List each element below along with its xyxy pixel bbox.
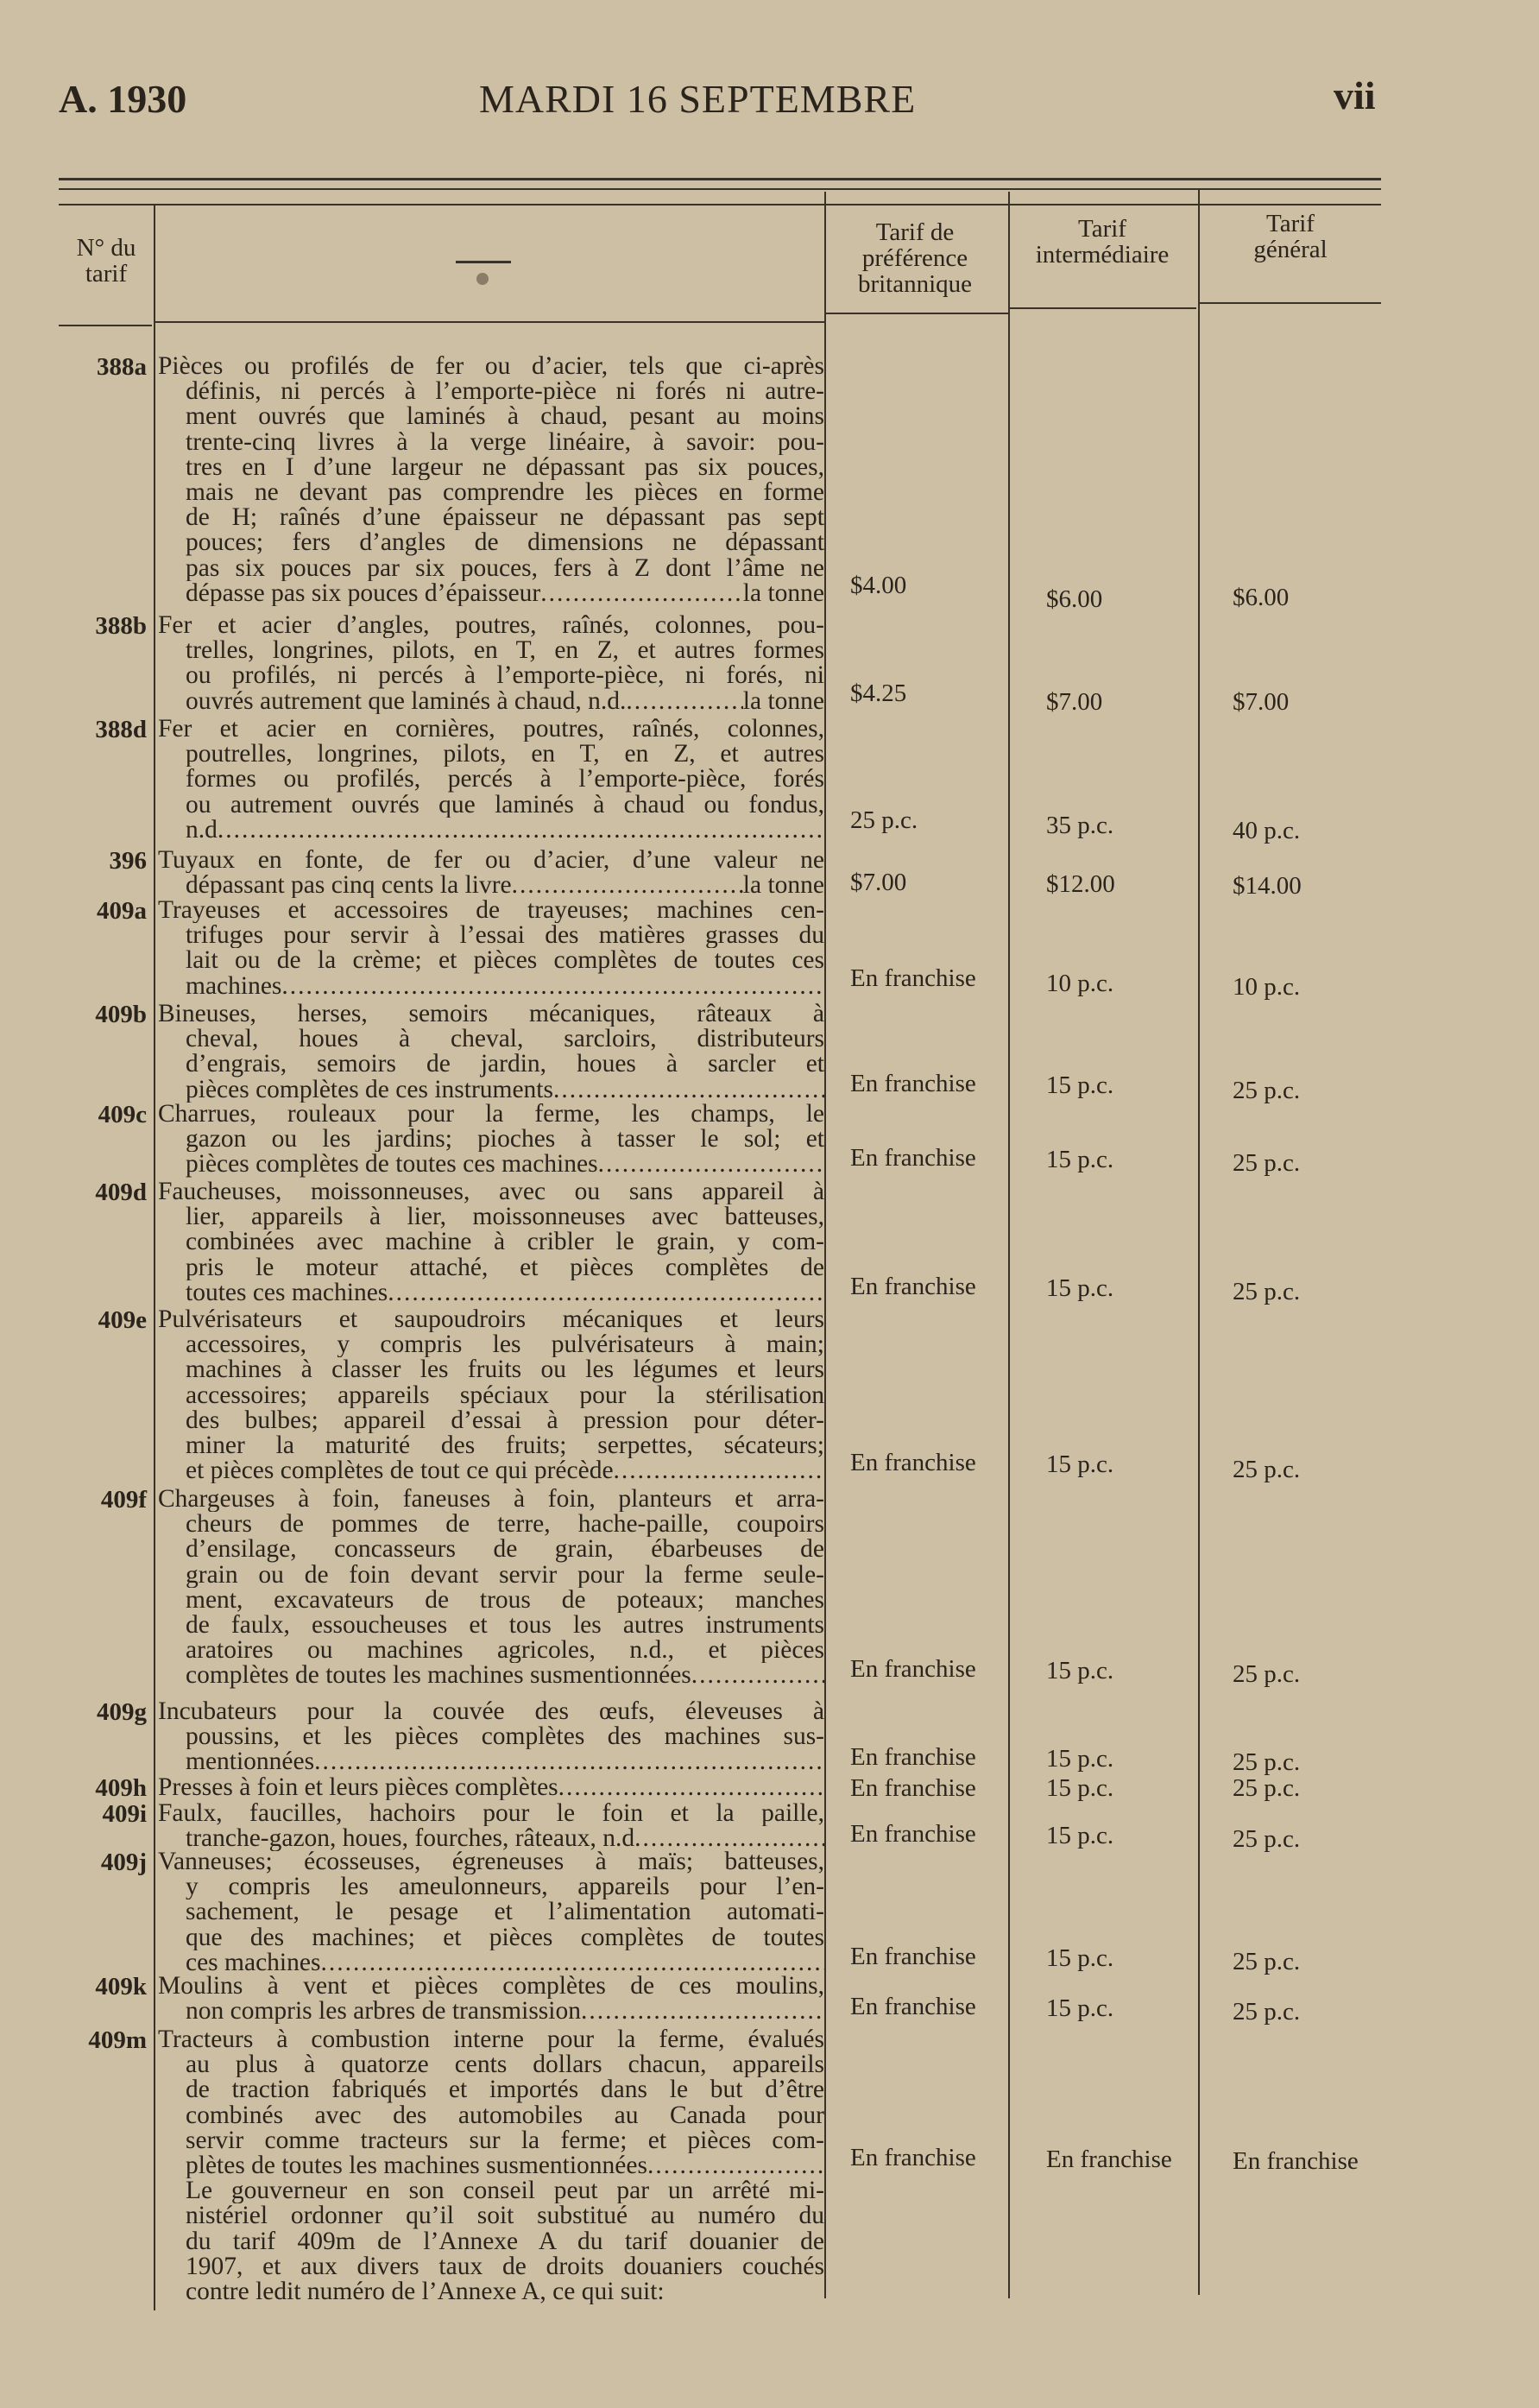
rate-general: 25 p.c. xyxy=(1233,1825,1301,1854)
description-line: que des machines; et pièces complètes de toutes xyxy=(186,1925,824,1950)
description-last-line xyxy=(158,1775,824,1800)
col-british xyxy=(824,219,1006,297)
description-line: cheurs de pommes de terre, hache-paille, coupoirs xyxy=(186,1512,824,1538)
col-british-line: britannique xyxy=(857,270,973,298)
rate-general: 25 p.c. xyxy=(1233,1660,1301,1689)
top-rule-2 xyxy=(59,188,1381,190)
column-divider xyxy=(154,204,155,2310)
description-line: lier, appareils à lier, moissonneuses avec batteuses, xyxy=(186,1204,824,1230)
description-line: pris le moteur attaché, et pièces complètes de xyxy=(186,1255,824,1280)
leader-dots xyxy=(598,1152,824,1177)
header-bottom-rule xyxy=(59,325,152,326)
footnote-line: 1907, et aux divers taux de droits douaniers couchés xyxy=(186,2253,824,2279)
rate-british: 25 p.c. xyxy=(850,806,918,834)
leader-dots xyxy=(553,1078,824,1103)
description-line: Fer et acier d’angles, poutres, raînés, colonnes, pou- xyxy=(158,613,824,639)
rate-intermediate: 15 p.c. xyxy=(1046,1450,1114,1479)
description-line: plètes de toutes les machines susmentionnées xyxy=(186,2153,647,2179)
rate-general: En franchise xyxy=(1233,2147,1359,2175)
col-general xyxy=(1200,211,1381,262)
rate-general: $7.00 xyxy=(1233,687,1290,716)
tariff-number: 388b xyxy=(95,612,147,640)
description-line: trente-cinq livres à la verge linéaire, à savoir: pou- xyxy=(186,429,824,455)
rate-intermediate: 15 p.c. xyxy=(1046,1822,1114,1850)
rate-intermediate: 15 p.c. xyxy=(1046,1146,1114,1174)
rate-general: 25 p.c. xyxy=(1233,1947,1301,1975)
description-line: accessoires; appareils spéciaux pour la stérilisation xyxy=(186,1382,824,1408)
rate-general: 25 p.c. xyxy=(1233,1456,1301,1484)
description-line: d’ensilage, concasseurs de grain, ébarbeuses de xyxy=(186,1537,824,1563)
column-divider xyxy=(824,192,826,2298)
description-line: au plus à quatorze cents dollars chacun, appareils xyxy=(186,2052,824,2078)
rate-general: 25 p.c. xyxy=(1233,1076,1301,1104)
description-line: Charrues, rouleaux pour la ferme, les champs, le xyxy=(158,1102,824,1128)
description-line: accessoires, y compris les pulvérisateurs à main; xyxy=(186,1332,824,1358)
description-line: miner la maturité des fruits; serpettes, sécateurs; xyxy=(186,1433,824,1459)
rate-british: $4.25 xyxy=(850,679,907,707)
column-divider xyxy=(1008,192,1010,2298)
description-line: de faulx, essoucheuses et tous les autres instruments xyxy=(186,1613,824,1639)
description-dash xyxy=(456,261,511,263)
description-line: tranche-gazon, houes, fourches, râteaux, n.d xyxy=(186,1826,635,1852)
description-line: machines xyxy=(186,973,282,999)
tariff-description xyxy=(158,1699,824,1775)
year-label: A. 1930 xyxy=(59,77,187,121)
rate-general: 25 p.c. xyxy=(1233,1774,1301,1802)
tariff-description xyxy=(158,613,824,714)
tariff-description xyxy=(158,1002,824,1103)
description-last-line xyxy=(158,581,824,606)
description-line: pièces complètes de ces instruments xyxy=(186,1077,553,1103)
description-line: définis, ni percés à l’emporte-pièce ni forés ni autre- xyxy=(186,379,824,405)
description-line: Incubateurs pour la couvée des œufs, éleveuses à xyxy=(158,1699,824,1725)
description-line: non compris les arbres de transmission xyxy=(186,1999,581,2025)
description-line: Pulvérisateurs et saupoudroirs mécaniques et leurs xyxy=(158,1307,824,1333)
description-last-line xyxy=(158,689,824,714)
tariff-description xyxy=(158,1102,824,1178)
rate-british: En franchise xyxy=(850,1743,976,1772)
rate-intermediate: 15 p.c. xyxy=(1046,1774,1114,1802)
rate-british: En franchise xyxy=(850,1774,976,1802)
tariff-number: 409k xyxy=(95,1973,147,2000)
description-line: d’engrais, semoirs de jardin, houes à sarcler et xyxy=(186,1052,824,1078)
rate-british: $7.00 xyxy=(850,869,907,897)
rate-british: En franchise xyxy=(850,1655,976,1684)
rate-intermediate: 10 p.c. xyxy=(1046,969,1114,997)
col-intermediate-line: intermédiaire xyxy=(1035,241,1170,269)
description-line: gazon ou les jardins; pioches à tasser le sol; et xyxy=(186,1127,824,1153)
rate-intermediate: $6.00 xyxy=(1046,585,1103,613)
description-line: mais ne devant pas comprendre les pièces en forme xyxy=(186,480,824,506)
header-bottom-rule xyxy=(824,313,1008,314)
header-bottom-rule xyxy=(155,321,824,323)
rate-intermediate: 15 p.c. xyxy=(1046,1745,1114,1773)
description-line: formes ou profilés, percés à l’emporte-pièce, forés xyxy=(186,767,824,793)
tariff-number: 409f xyxy=(100,1486,147,1514)
tariff-description xyxy=(158,898,824,999)
col-intermediate-line: Tarif xyxy=(1078,215,1126,243)
description-line: lait ou de la crème; et pièces complètes de toutes ces xyxy=(186,948,824,974)
rate-intermediate: 35 p.c. xyxy=(1046,811,1114,839)
tariff-description xyxy=(158,1487,824,1689)
footnote-line: Le gouverneur en son conseil peut par un arrêté mi- xyxy=(186,2178,824,2204)
rate-intermediate: 15 p.c. xyxy=(1046,1943,1114,1972)
description-last-line xyxy=(158,1078,824,1103)
col-british-line: préférence xyxy=(861,244,968,272)
tariff-number: 409j xyxy=(100,1849,147,1876)
leader-dots xyxy=(647,2153,824,2178)
description-line: machines à classer les fruits ou les légumes et leurs xyxy=(186,1357,824,1383)
description-line: grain ou de foin devant servir pour la ferme seule- xyxy=(186,1562,824,1588)
tariff-description xyxy=(158,354,824,606)
description-last-line xyxy=(158,1749,824,1774)
tariff-number: 409a xyxy=(97,897,147,925)
description-last-line xyxy=(158,1950,824,1975)
description-line: ment ouvrés que laminés à chaud, pesant au moins xyxy=(186,404,824,430)
description-line: Faucheuses, moissonneuses, avec ou sans appareil à xyxy=(158,1179,824,1205)
rate-intermediate: $12.00 xyxy=(1046,870,1115,899)
tariff-number: 409h xyxy=(95,1774,147,1802)
description-line: Tuyaux en fonte, de fer ou d’acier, d’une valeur ne xyxy=(158,848,824,874)
leader-dots xyxy=(581,1999,824,2024)
description-last-line xyxy=(158,1458,824,1483)
description-line: Moulins à vent et pièces complètes de ces moulins, xyxy=(158,1974,824,2000)
description-line: Fer et acier en cornières, poutres, raînés, colonnes, xyxy=(158,717,824,743)
leader-dots xyxy=(281,974,824,999)
description-last-line xyxy=(158,1999,824,2024)
rate-intermediate: 15 p.c. xyxy=(1046,1274,1114,1302)
description-line: trelles, longrines, pilots, en T, en Z, et autres formes xyxy=(186,638,824,664)
rate-intermediate: 15 p.c. xyxy=(1046,1657,1114,1685)
description-line: poussins, et les pièces complètes des machines sus- xyxy=(186,1724,824,1750)
unit-label: la tonne xyxy=(742,580,824,607)
tariff-number: 409b xyxy=(95,1001,147,1028)
tariff-number: 388d xyxy=(95,716,147,743)
rate-british: En franchise xyxy=(850,1820,976,1849)
rate-general: $6.00 xyxy=(1233,583,1290,611)
leader-dots xyxy=(626,689,742,714)
tariff-number: 388a xyxy=(97,353,147,381)
header-bottom-rule xyxy=(1008,307,1196,309)
footnote xyxy=(158,2178,824,2304)
leader-dots xyxy=(218,818,824,843)
tariff-description xyxy=(158,2027,824,2178)
tariff-description xyxy=(158,848,824,898)
rate-general: $14.00 xyxy=(1233,872,1302,901)
leader-dots xyxy=(634,1826,824,1851)
col-intermediate xyxy=(1008,216,1196,268)
rate-intermediate: 15 p.c. xyxy=(1046,1994,1114,2023)
description-line: ment, excavateurs de trous de poteaux; manches xyxy=(186,1587,824,1614)
description-line: toutes ces machines xyxy=(186,1280,388,1306)
rate-british: $4.00 xyxy=(850,571,907,599)
description-line: Tracteurs à combustion interne pour la ferme, évalués xyxy=(158,2027,824,2053)
unit-label: la tonne xyxy=(742,688,824,714)
rate-general: 10 p.c. xyxy=(1233,972,1301,1001)
footnote-line: nistériel ordonner qu’il soit substitué au numéro du xyxy=(186,2203,824,2229)
description-line: complètes de toutes les machines susmentionnées xyxy=(186,1663,691,1689)
description-line: cheval, houes à cheval, sarcloirs, distributeurs xyxy=(186,1027,824,1052)
description-line: mentionnées xyxy=(186,1749,315,1775)
description-line: ouvrés autrement que laminés à chaud, n.d. xyxy=(186,688,627,714)
description-line: combinées avec machine à cribler le grain, y com- xyxy=(186,1229,824,1255)
description-line: poutrelles, longrines, pilots, en T, en Z, et autres xyxy=(186,742,824,768)
page-title: MARDI 16 SEPTEMBRE xyxy=(479,77,917,121)
leader-dots xyxy=(512,873,743,898)
description-last-line xyxy=(158,1826,824,1851)
rate-intermediate: En franchise xyxy=(1046,2146,1172,2173)
leader-dots xyxy=(314,1749,824,1774)
description-line: ou autrement ouvrés que laminés à chaud ou fondus, xyxy=(186,792,824,818)
col-tariff-no-line: N° du xyxy=(76,234,136,262)
footnote-line: contre ledit numéro de l’Annexe A, ce qui suit: xyxy=(186,2279,665,2305)
description-line: dépasse pas six pouces d’épaisseur xyxy=(186,580,541,607)
description-line: pas six pouces par six pouces, fers à Z dont l’âme ne xyxy=(186,555,824,581)
tariff-description xyxy=(158,1775,824,1800)
description-last-line xyxy=(158,873,824,898)
description-line: y compris les ameulonneurs, appareils pour l’en- xyxy=(186,1874,824,1900)
tariff-description xyxy=(158,1974,824,2024)
rate-general: 25 p.c. xyxy=(1233,1998,1301,2026)
tariff-description xyxy=(158,1849,824,1975)
top-rule-3 xyxy=(59,204,1381,205)
tariff-number: 409g xyxy=(97,1698,147,1726)
column-divider xyxy=(1198,188,1200,2295)
description-line: Vanneuses; écosseuses, égreneuses à maïs; batteuses, xyxy=(158,1849,824,1875)
description-line: ou profilés, ni percés à l’emporte-pièce, ni forés, ni xyxy=(186,663,824,689)
description-line: aratoires ou machines agricoles, n.d., et pièces xyxy=(186,1638,824,1664)
description-line: ces machines xyxy=(186,1950,321,1976)
tariff-number: 409i xyxy=(102,1800,147,1828)
tariff-number: 409m xyxy=(88,2026,147,2054)
tariff-description xyxy=(158,1179,824,1305)
description-line: Faulx, faucilles, hachoirs pour le foin et la paille, xyxy=(158,1801,824,1827)
rate-intermediate: 15 p.c. xyxy=(1046,1071,1114,1099)
col-british-line: Tarif de xyxy=(875,218,955,246)
description-line: et pièces complètes de tout ce qui précède xyxy=(186,1458,614,1484)
description-line: de traction fabriqués et importés dans le but d’être xyxy=(186,2077,824,2103)
tariff-description xyxy=(158,1801,824,1851)
description-line: combinés avec des automobiles au Canada pour xyxy=(186,2102,824,2128)
rate-british: En franchise xyxy=(850,1069,976,1097)
rate-british: En franchise xyxy=(850,2144,976,2171)
description-line: Chargeuses à foin, faneuses à foin, planteurs et arra- xyxy=(158,1487,824,1513)
rate-british: En franchise xyxy=(850,964,976,992)
rate-british: En franchise xyxy=(850,1272,976,1300)
leader-dots xyxy=(388,1280,824,1305)
col-general-line: Tarif xyxy=(1266,210,1315,237)
description-dot xyxy=(476,273,489,285)
rate-intermediate: $7.00 xyxy=(1046,687,1103,716)
description-last-line xyxy=(158,974,824,999)
rate-general: 25 p.c. xyxy=(1233,1277,1301,1305)
description-line: Pièces ou profilés de fer ou d’acier, tels que ci-après xyxy=(158,354,824,380)
description-line: Bineuses, herses, semoirs mécaniques, râteaux à xyxy=(158,1002,824,1027)
rate-british: En franchise xyxy=(850,1993,976,2021)
description-last-line xyxy=(158,1663,824,1688)
description-line: des bulbes; appareil d’essai à pression pour déter- xyxy=(186,1407,824,1434)
leader-dots xyxy=(691,1663,824,1688)
rate-general: 40 p.c. xyxy=(1233,816,1301,844)
description-line: pouces; fers d’angles de dimensions ne dépassant xyxy=(186,530,824,556)
description-line: Presses à foin et leurs pièces complètes xyxy=(158,1775,558,1801)
description-line: dépassant pas cinq cents la livre xyxy=(186,873,512,899)
rate-general: 25 p.c. xyxy=(1233,1748,1301,1777)
leader-dots xyxy=(558,1775,824,1800)
top-rule xyxy=(59,178,1381,180)
description-line: n.d xyxy=(186,817,218,844)
description-line: pièces complètes de toutes ces machines xyxy=(186,1152,598,1178)
leader-dots xyxy=(320,1950,824,1975)
description-last-line xyxy=(158,1280,824,1305)
leader-dots xyxy=(614,1458,824,1483)
tariff-description xyxy=(158,1307,824,1483)
header-bottom-rule xyxy=(1200,302,1381,304)
description-line: sachement, le pesage et l’alimentation automati- xyxy=(186,1899,824,1925)
tariff-description xyxy=(158,717,824,843)
description-line: servir comme tracteurs sur la ferme; et pièces com- xyxy=(186,2127,824,2154)
leader-dots xyxy=(540,581,743,606)
page-number: vii xyxy=(1334,73,1376,117)
rate-british: En franchise xyxy=(850,1449,976,1477)
tariff-number: 409e xyxy=(98,1306,147,1334)
col-tariff-no-line: tarif xyxy=(85,260,128,288)
description-line: tres en I d’une largeur ne dépassant pas six pouces, xyxy=(186,454,824,481)
col-general-line: général xyxy=(1253,236,1328,263)
tariff-number: 396 xyxy=(109,847,147,875)
description-line: trifuges pour servir à l’essai des matières grasses du xyxy=(186,923,824,949)
unit-label: la tonne xyxy=(742,873,824,899)
tariff-number: 409d xyxy=(95,1179,147,1206)
description-last-line xyxy=(158,2153,824,2178)
col-tariff-no xyxy=(59,235,154,287)
description-line: de H; raînés d’une épaisseur ne dépassant pas sept xyxy=(186,505,824,531)
rate-british: En franchise xyxy=(850,1144,976,1172)
rate-british: En franchise xyxy=(850,1942,976,1970)
footnote-line: du tarif 409m de l’Annexe A du tarif douanier de xyxy=(186,2228,824,2254)
description-last-line xyxy=(158,1152,824,1177)
description-last-line xyxy=(158,818,824,843)
rate-general: 25 p.c. xyxy=(1233,1149,1301,1178)
tariff-number: 409c xyxy=(98,1101,147,1128)
description-line: Trayeuses et accessoires de trayeuses; machines cen- xyxy=(158,898,824,924)
